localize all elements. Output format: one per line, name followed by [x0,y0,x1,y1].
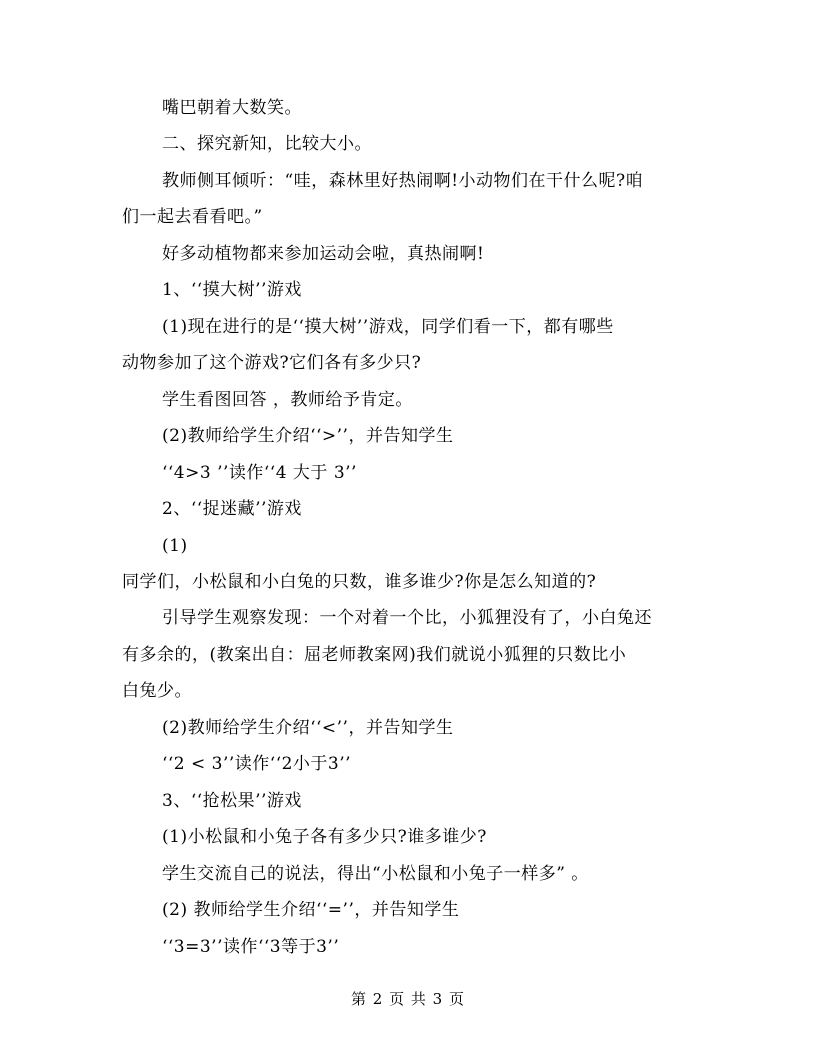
paragraph-line: 引导学生观察发现：一个对着一个比，小狐狸没有了，小白兔还 [162,608,652,628]
paragraph-line: ‘‘2 < 3’’读作‘‘2小于3’’ [162,754,352,774]
paragraph-line: 学生看图回答 ，教师给予肯定。 [162,390,413,410]
paragraph-line: 嘴巴朝着大数笑。 [162,98,302,118]
paragraph-line: (2)教师给学生介绍‘‘>’’，并告知学生 [162,426,454,446]
paragraph-line: 学生交流自己的说法，得出“小松鼠和小兔子一样多” 。 [162,864,589,884]
paragraph-line: (2)教师给学生介绍‘‘<’’，并告知学生 [162,718,454,738]
subsection-heading: 3、‘‘抢松果’’游戏 [162,791,302,811]
subsection-heading: 2、‘‘捉迷藏’’游戏 [162,499,302,519]
page-footer: 第 2 页 共 3 页 [351,990,465,1008]
paragraph-line: 白兔少。 [122,681,192,701]
paragraph-line: ‘‘4>3 ’’读作‘‘4 大于 3’’ [162,463,357,483]
paragraph-line: 同学们，小松鼠和小白兔的只数，谁多谁少?你是怎么知道的? [122,572,597,592]
paragraph-line: 教师侧耳倾听：“哇，森林里好热闹啊!小动物们在干什么呢?咱 [162,171,644,191]
subsection-heading: 1、‘‘摸大树’’游戏 [162,280,302,300]
paragraph-line: 有多余的，(教案出自：屈老师教案网)我们就说小狐狸的只数比小 [122,645,627,665]
paragraph-line: (1)小松鼠和小兔子各有多少只?谁多谁少? [162,827,487,847]
paragraph-line: 们一起去看看吧。” [122,207,263,227]
paragraph-line: 动物参加了这个游戏?它们各有多少只? [122,353,422,373]
paragraph-line: (2) 教师给学生介绍‘‘=’’，并告知学生 [162,900,460,920]
paragraph-line: ‘‘3=3’’读作‘‘3等于3’’ [162,937,340,957]
paragraph-line: (1)现在进行的是‘‘摸大树’’游戏，同学们看一下，都有哪些 [162,317,614,337]
paragraph-line: 好多动植物都来参加运动会啦，真热闹啊! [162,244,485,264]
paragraph-line: (1) [162,536,188,556]
section-heading: 二、探究新知，比较大小。 [162,134,372,154]
